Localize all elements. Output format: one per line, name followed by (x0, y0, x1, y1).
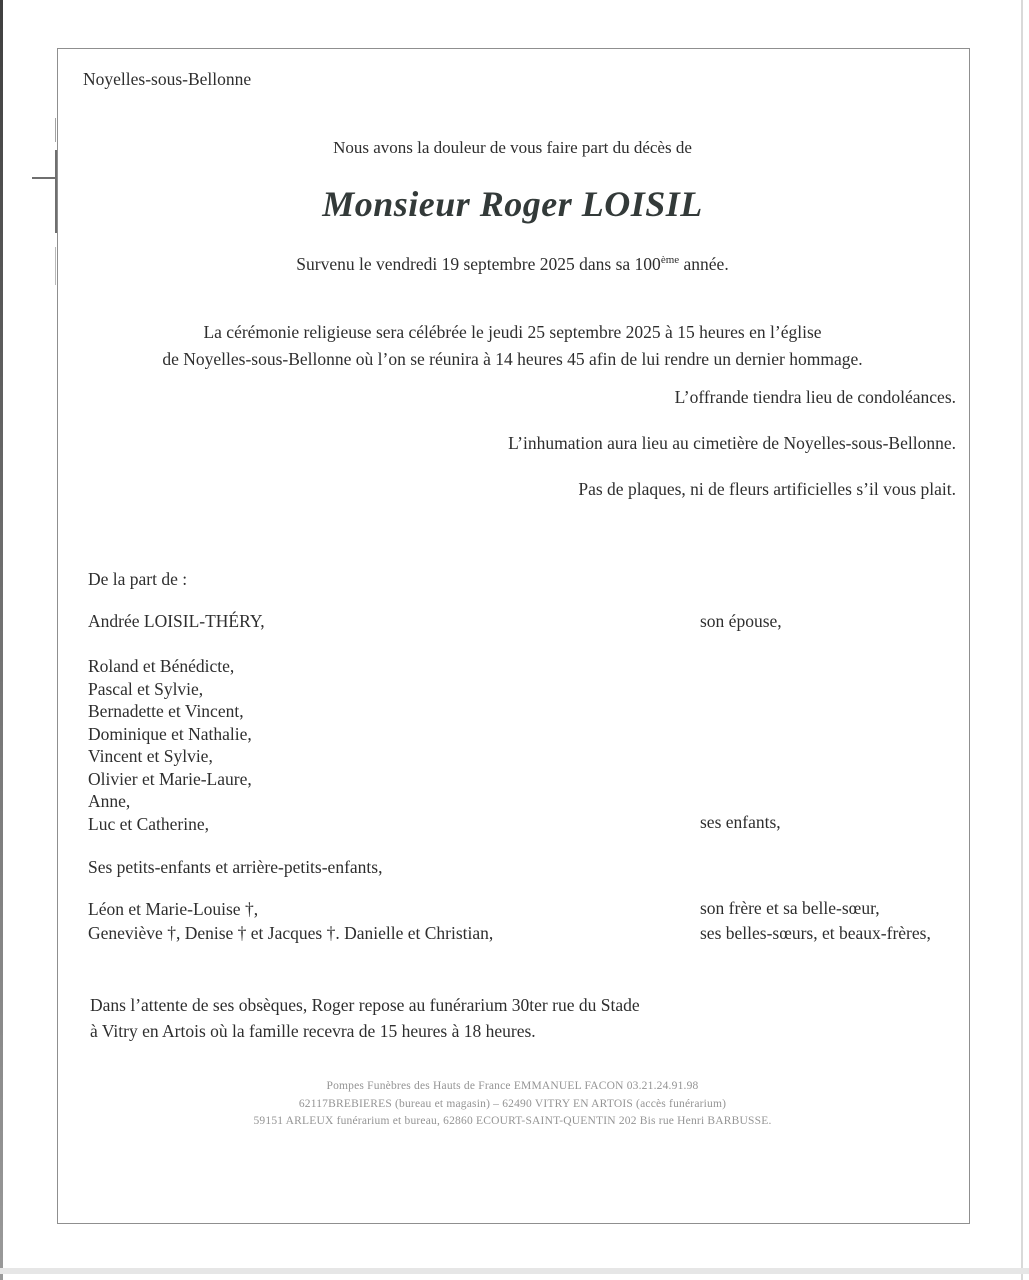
ceremony-line-1: La cérémonie religieuse sera célébrée le jeudi 25 septembre 2025 à 15 heures en l’église (203, 322, 822, 342)
funeral-home-line-3: 59151 ARLEUX funérarium et bureau, 62860 ECOURT-SAINT-QUENTIN 202 Bis rue Henri BARBUSSE. (253, 1115, 772, 1127)
death-date-pre: Survenu le vendredi 19 septembre 2025 dans sa 100 (296, 254, 661, 274)
margin-dash-top (55, 118, 56, 142)
no-flowers-line: Pas de plaques, ni de fleurs artificielles s’il vous plait. (578, 479, 956, 499)
child-row: Bernadette et Vincent, (88, 701, 244, 721)
announcement-intro: Nous avons la douleur de vous faire part du décès de (333, 138, 692, 157)
scan-bottom-band (0, 1268, 1029, 1274)
from-label: De la part de : (88, 569, 188, 589)
death-date-post: année. (679, 254, 729, 274)
deceased-name-title: Monsieur Roger LOISIL (322, 184, 703, 224)
repose-paragraph (90, 993, 640, 1044)
child-row: Pascal et Sylvie, (88, 678, 204, 699)
child-row: Olivier et Marie-Laure, (88, 768, 252, 789)
funeral-home-footer (57, 1078, 968, 1131)
ceremony-line-2: de Noyelles-sous-Bellonne où l’on se réunira à 14 heures 45 afin de lui rendre un dernier hommage. (162, 349, 863, 369)
child-row: Dominique et Nathalie, (88, 723, 252, 744)
child-row: Vincent et Sylvie, (88, 746, 213, 766)
scan-right-edge (1021, 0, 1023, 1280)
repose-line-2: à Vitry en Artois où la famille recevra de 15 heures à 18 heures. (90, 1020, 536, 1041)
children-relation: ses enfants, (700, 812, 781, 832)
child-row: Luc et Catherine, (88, 813, 209, 834)
scan-left-edge (0, 0, 3, 1280)
sibling-names: Léon et Marie-Louise †, (88, 899, 259, 919)
ceremony-paragraph (57, 319, 968, 373)
city-label: Noyelles-sous-Bellonne (83, 69, 252, 89)
spouse-name: Andrée LOISIL-THÉRY, (88, 611, 265, 631)
grandchildren-line: Ses petits-enfants et arrière-petits-enfants, (88, 857, 383, 877)
funeral-home-line-2: 62117BREBIERES (bureau et magasin) – 62490 VITRY EN ARTOIS (accès funérarium) (298, 1097, 727, 1110)
burial-line: L’inhumation aura lieu au cimetière de Noyelles-sous-Bellonne. (508, 433, 956, 453)
children-list (88, 655, 252, 835)
funeral-home-line-1: Pompes Funèbres des Hauts de France EMMANUEL FACON 03.21.24.91.98 (326, 1080, 699, 1092)
death-date-line (57, 254, 968, 275)
death-date-ordinal: ème (660, 254, 680, 267)
spouse-relation: son épouse, (700, 611, 782, 631)
child-row: Roland et Bénédicte, (88, 656, 235, 676)
sibling-relation: ses belles-sœurs, et beaux-frères, (700, 923, 931, 943)
offering-line: L’offrande tiendra lieu de condoléances. (674, 387, 956, 407)
repose-line-1: Dans l’attente de ses obsèques, Roger repose au funérarium 30ter rue du Stade (90, 995, 640, 1015)
sibling-relation: son frère et sa belle-sœur, (700, 898, 880, 918)
sibling-names: Geneviève †, Denise † et Jacques †. Danielle et Christian, (88, 923, 494, 943)
margin-dash-bottom (55, 247, 56, 285)
child-row: Anne, (88, 791, 131, 811)
